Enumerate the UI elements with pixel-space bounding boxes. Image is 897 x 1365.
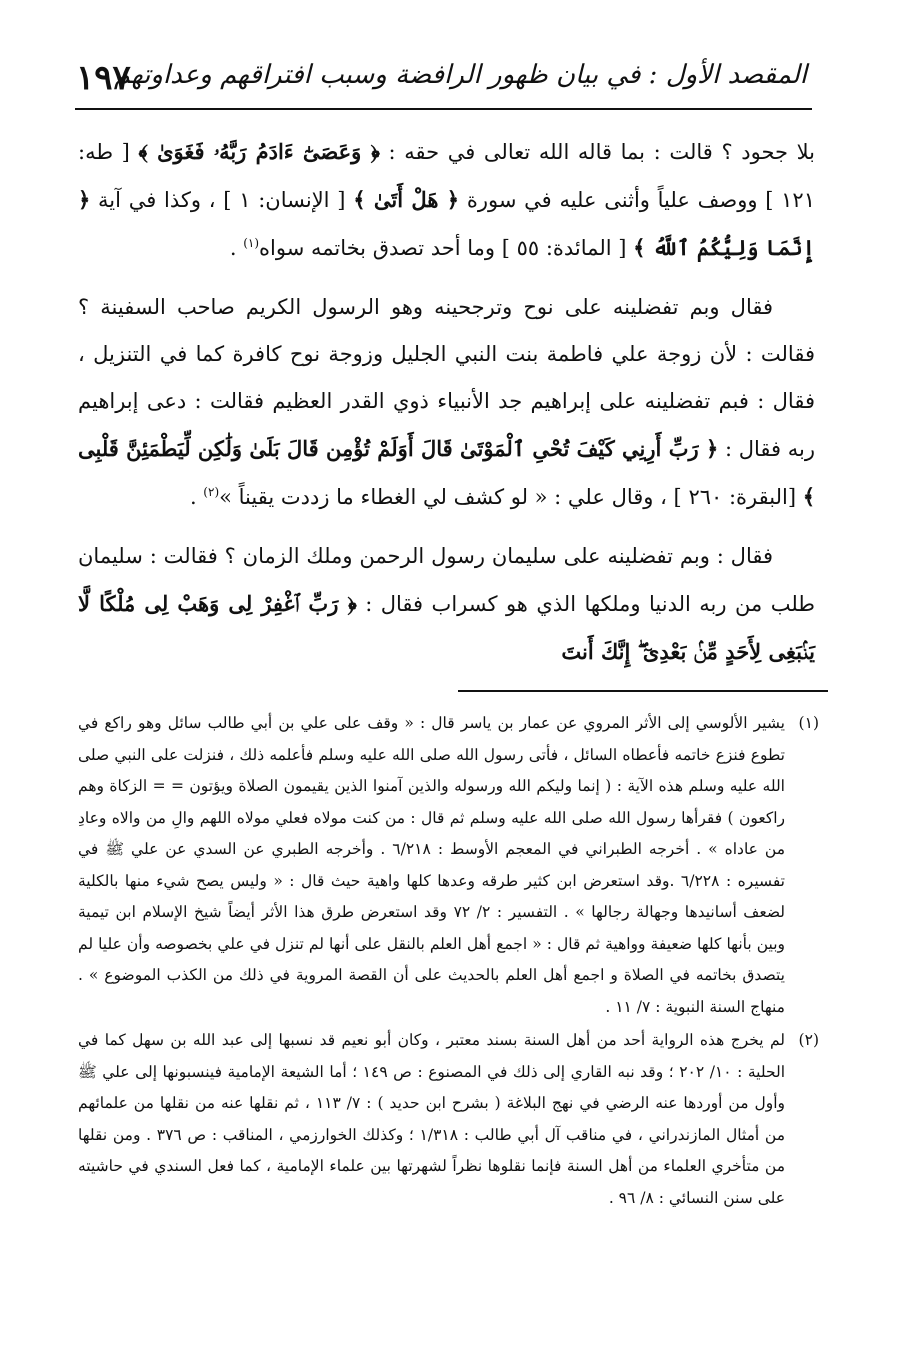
- text: .: [189, 485, 204, 509]
- footnote-ref: (١): [243, 236, 260, 250]
- text: .: [229, 236, 244, 260]
- text: [ الإنسان: ١ ] ، وكذا في آية: [90, 188, 354, 212]
- footnote-text: لم يخرج هذه الرواية أحد من أهل السنة بسند معتبر ، وكان أبو نعيم قد نسبها إلى عبد الله بن سهل كما في الحلية : ١٠/ ٢٠٢ ؛ وقد نبه القاري إلى ذلك في المصنوع : ص ١٤٩ ؛ أما الشيعة الإمامية فينسبونها إلى علي ﷺ وأول من أوردها عنه الرضي في نهج البلاغة ( بشرح ابن حديد ) : ٧/ ١١٣ ، ثم نقلها عنه من نقلها من علمائهم من أمثال المازندراني ، في مناقب آل أبي طالب : ١/٣١٨ ؛ وكذلك الخوارزمي ، المناقب : ص ٣٧٦ . ومن نقلها من متأخري العلماء من أهل السنة فإنما نقلوها نظراً لشهرتها بين علماء الإمامية ، كما فعل السندي في حاشيته على سنن النسائي : ٨/ ٩٦ .: [78, 1031, 786, 1207]
- footnote-text: يشير الألوسي إلى الأثر المروي عن عمار بن ياسر قال : « وقف على علي بن أبي طالب سائل وهو راكع في تطوع فنزع خاتمه فأعطاه السائل ، فأتى رسول الله صلى الله عليه وسلم فأعلمه ذلك ، فنزلت على النبي صلى الله عليه وسلم هذه الآية : ( إنما وليكم الله ورسوله والذين آمنوا الذين يقيمون الصلاة ويؤتون = = الزكاة وهم راكعون ) فقرأها رسول الله صلى الله عليه وسلم ثم قال : من كنت مولاه فعلي مولاه اللهم والِ من والاه وعادِ من عاداه » . أخرجه الطبراني في المعجم الأوسط : ٦/٢١٨ . وأخرجه الطبري عن السدي عن علي ﷺ في تفسيره : ٦/٢٢٨ .وقد استعرض ابن كثير طرقه وعدها كلها واهية حيث قال : « وليس يصح شيء منها بالكلية لضعف أسانيدها وجهالة رجالها » . التفسير : ٢/ ٧٢ وقد استعرض طرق هذا الأثر أيضاً شيخ الإسلام ابن تيمية وبين بأنها كلها ضعيفة وواهية ثم قال : « اجمع أهل العلم بالنقل على أنها لم تنزل في علي بخصوصه وأن عليا لم يتصدق بخاتمه في الصلاة و اجمع أهل العلم بالحديث على أن القصة المروية في ذلك من الكذب الموضوع » . منهاج السنة النبوية : ٧/ ١١ .: [78, 714, 786, 1016]
- text: فقال : وبم تفضلينه على سليمان رسول الرحمن وملك الزمان ؟ فقالت : سليمان طلب من ربه الدنيا وملكها الذي هو كسراب فقال :: [78, 544, 815, 616]
- quran-verse: ﴿ هَلْ أَتَىٰ ﴾: [353, 187, 460, 212]
- quran-verse: ﴿ رَبِّ أَرِنِي كَيْفَ تُحْىِ ٱلْمَوْتَىٰ قَالَ أَوَلَمْ تُؤْمِن قَالَ بَلَىٰ وَلَٰكِن لِّيَطْمَئِنَّ قَلْبِى ﴾: [78, 436, 815, 509]
- text: فقال وبم تفضلينه على نوح وترجحينه وهو الرسول الكريم صاحب السفينة ؟ فقالت : لأن زوجة علي فاطمة بنت النبي الجليل وزوجة نوح كافرة كما في التنزيل ، فقال : فبم تفضلينه على إبراهيم جد الأنبياء ذوي القدر العظيم فقالت : دعى إبراهيم ربه فقال :: [78, 295, 815, 461]
- footnote: [78, 1025, 819, 1214]
- footnote-separator: [458, 690, 828, 692]
- paragraph-3: [78, 533, 815, 676]
- footnote-number: (٢): [798, 1031, 819, 1049]
- main-text: [78, 128, 815, 688]
- footnote: [78, 708, 819, 1023]
- paragraph-2: [78, 284, 815, 521]
- text: بلا جحود ؟ قالت : بما قاله الله تعالى في حقه :: [379, 140, 815, 164]
- quran-verse: ﴿ رَبِّ ٱغْفِرْ لِى وَهَبْ لِى مُلْكًا لَّا يَنۢبَغِى لِأَحَدٍ مِّنۢ بَعْدِىٓ ۖ إِنَّكَ أَنتَ: [78, 591, 815, 664]
- text: [ المائدة: ٥٥ ] وما أحد تصدق بخاتمه سواه: [259, 236, 634, 260]
- running-head: المقصد الأول : في بيان ظهور الرافضة وسبب افتراقهم وعداوتهم: [113, 60, 807, 90]
- text: [البقرة: ٢٦٠ ] ، وقال علي : « لو كشف لي الغطاء ما زددت يقيناً »: [219, 485, 803, 509]
- page-number: ١٩٧: [76, 58, 131, 98]
- footnote-ref: (٢): [203, 485, 220, 499]
- header-rule: [75, 108, 812, 110]
- quran-verse: ﴿ إِنَّمَا وَلِيُّكُمُ ٱللَّهُ ﴾: [78, 187, 815, 260]
- paragraph-1: [78, 128, 815, 272]
- footnote-number: (١): [798, 714, 819, 732]
- quran-verse: ﴿ وَعَصَىٰٓ ءَادَمُ رَبَّهُۥ فَغَوَىٰ ﴾: [138, 139, 380, 164]
- text: [ طه: ١٢١ ] ووصف علياً وأثنى عليه في سورة: [78, 140, 815, 212]
- footnotes: [78, 708, 819, 1216]
